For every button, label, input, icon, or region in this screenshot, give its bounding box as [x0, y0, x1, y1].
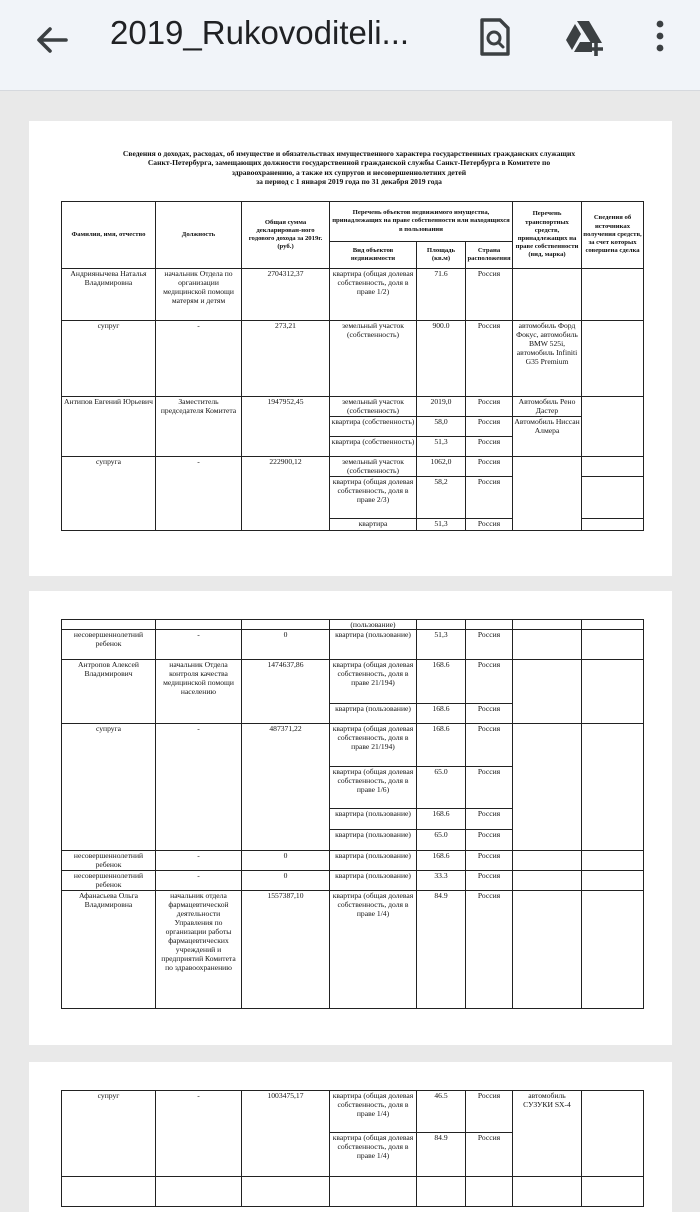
- cell-realty: квартира (общая долевая собственность, доля в праве 1/6): [330, 767, 417, 809]
- cell-realty: квартира: [330, 519, 417, 531]
- cell-country: Россия: [466, 704, 513, 724]
- cell-area: [417, 620, 466, 630]
- cell-position: -: [156, 1091, 242, 1177]
- cell-country: Россия: [466, 809, 513, 830]
- document-search-icon[interactable]: [475, 16, 515, 58]
- cell-area: 58,2: [417, 477, 466, 519]
- table-row: [62, 397, 644, 417]
- cell-sources: [582, 519, 644, 531]
- cell-realty: квартира (пользование): [330, 851, 417, 871]
- cell-area: 71.6: [417, 269, 466, 321]
- cell-sources: [582, 457, 644, 477]
- cell-income: 1947952,45: [242, 397, 330, 457]
- cell-realty: квартира (общая долевая собственность, доля в праве 21/194): [330, 660, 417, 704]
- cell-realty: земельный участок (собственность): [330, 457, 417, 477]
- cell-country: Россия: [466, 724, 513, 767]
- cell-realty: [330, 1177, 417, 1207]
- cell-country: Россия: [466, 851, 513, 871]
- cell-area: 33.3: [417, 871, 466, 891]
- cell-position: -: [156, 851, 242, 871]
- cell-country: Россия: [466, 660, 513, 704]
- document-title: 2019_Rukovoditeli...: [110, 14, 410, 51]
- col-header-sources: Сведения об источниках получения средств, за счет которых совершена сделка: [582, 202, 644, 269]
- cell-realty: квартира (собственность): [330, 417, 417, 437]
- cell-position: начальник отдела фармацевтической деятельности Управления по организации работы фармацевтических учреждений и предприятий Комитета по здравоохранению: [156, 891, 242, 1009]
- cell-area: 168.6: [417, 851, 466, 871]
- cell-sources: [582, 1091, 644, 1177]
- cell-country: Россия: [466, 437, 513, 457]
- cell-vehicles: автомобиль Форд Фокус, автомобиль BMW 525i, автомобиль Infiniti G35 Premium: [513, 321, 582, 397]
- cell-vehicles: [513, 871, 582, 891]
- table-row: [62, 724, 644, 767]
- cell-income: 1557387,10: [242, 891, 330, 1009]
- cell-sources: [582, 851, 644, 871]
- cell-name: Антипов Евгений Юрьевич: [62, 397, 156, 457]
- cell-realty: земельный участок (собственность): [330, 397, 417, 417]
- cell-sources: [582, 1177, 644, 1207]
- cell-area: 1062,0: [417, 457, 466, 477]
- cell-country: Россия: [466, 871, 513, 891]
- cell-sources: [582, 321, 644, 397]
- table-row: [62, 321, 644, 397]
- document-page-2[interactable]: [29, 591, 672, 1045]
- cell-vehicles: [513, 620, 582, 630]
- cell-area: 58,0: [417, 417, 466, 437]
- cell-vehicles: [513, 891, 582, 1009]
- col-header-area: Площадь (кв.м): [417, 242, 466, 269]
- cell-realty: квартира (общая долевая собственность, доля в праве 2/3): [330, 477, 417, 519]
- table-row: [62, 620, 644, 630]
- cell-position: -: [156, 871, 242, 891]
- cell-area: 900.0: [417, 321, 466, 397]
- cell-name: супруг: [62, 321, 156, 397]
- cell-country: Россия: [466, 830, 513, 851]
- cell-area: 65.0: [417, 830, 466, 851]
- cell-country: Россия: [466, 477, 513, 519]
- cell-area: 51,3: [417, 519, 466, 531]
- cell-income: 0: [242, 851, 330, 871]
- cell-sources: [582, 630, 644, 660]
- document-heading: [69, 149, 629, 186]
- declarations-table-continued: [61, 619, 644, 1009]
- cell-income: [242, 1177, 330, 1207]
- cell-vehicles: [513, 851, 582, 871]
- cell-name: несовершеннолетний ребенок: [62, 871, 156, 891]
- cell-country: Россия: [466, 269, 513, 321]
- table-row: [62, 1091, 644, 1133]
- app-bar: [0, 0, 700, 91]
- cell-realty: квартира (общая долевая собственность, доля в праве 1/2): [330, 269, 417, 321]
- cell-income: 0: [242, 871, 330, 891]
- cell-country: Россия: [466, 321, 513, 397]
- cell-sources: [582, 477, 644, 519]
- cell-vehicles: [513, 1177, 582, 1207]
- declarations-table-continued-2: [61, 1090, 644, 1207]
- cell-country: Россия: [466, 457, 513, 477]
- cell-area: 2019,0: [417, 397, 466, 417]
- declarations-table: [61, 201, 644, 531]
- cell-sources: [582, 724, 644, 851]
- cell-country: Россия: [466, 417, 513, 437]
- cell-name: Антропов Алексей Владимирович: [62, 660, 156, 724]
- cell-income: 273,21: [242, 321, 330, 397]
- cell-country: Россия: [466, 767, 513, 809]
- cell-realty: квартира (общая долевая собственность, доля в праве 1/4): [330, 891, 417, 1009]
- cell-vehicles: [513, 630, 582, 660]
- more-vert-icon[interactable]: [648, 16, 672, 58]
- arrow-back-icon[interactable]: [30, 18, 74, 62]
- col-header-realty-type: Вид объектов недвижимости: [330, 242, 417, 269]
- cell-sources: [582, 269, 644, 321]
- document-page-3[interactable]: [29, 1062, 672, 1212]
- cell-name: Андриянычева Наталья Владимировна: [62, 269, 156, 321]
- cell-country: Россия: [466, 1091, 513, 1133]
- table-row: [62, 851, 644, 871]
- table-row: [62, 871, 644, 891]
- cell-vehicles: [513, 457, 582, 531]
- cell-vehicles: [513, 269, 582, 321]
- cell-realty: (пользование): [330, 620, 417, 630]
- col-header-country: Страна расположения: [466, 242, 513, 269]
- cell-realty: квартира (пользование): [330, 704, 417, 724]
- cell-sources: [582, 891, 644, 1009]
- document-page-1[interactable]: [29, 121, 672, 576]
- table-row: [62, 891, 644, 1009]
- cell-position: начальник Отдела контроля качества медицинской помощи населению: [156, 660, 242, 724]
- add-to-drive-icon[interactable]: [562, 16, 608, 58]
- cell-realty: земельный участок (собственность): [330, 321, 417, 397]
- cell-name: несовершеннолетний ребенок: [62, 851, 156, 871]
- cell-area: 46.5: [417, 1091, 466, 1133]
- cell-realty: квартира (пользование): [330, 630, 417, 660]
- cell-area: 84.9: [417, 1133, 466, 1177]
- cell-name: супруга: [62, 724, 156, 851]
- cell-sources: [582, 620, 644, 630]
- cell-position: начальник Отдела по организации медицинской помощи матерям и детям: [156, 269, 242, 321]
- cell-country: Россия: [466, 630, 513, 660]
- table-row: [62, 630, 644, 660]
- cell-sources: [582, 871, 644, 891]
- cell-area: 51,3: [417, 437, 466, 457]
- cell-income: 487371,22: [242, 724, 330, 851]
- cell-name: несовершеннолетний ребенок: [62, 630, 156, 660]
- cell-sources: [582, 397, 644, 457]
- cell-position: -: [156, 630, 242, 660]
- heading-line: здравоохранению, а также их супругов и несовершеннолетних детей: [231, 167, 467, 177]
- table-row: [62, 1177, 644, 1207]
- cell-income: [242, 620, 330, 630]
- cell-vehicles: Автомобиль Рено Дастер: [513, 397, 582, 417]
- cell-country: [466, 1177, 513, 1207]
- col-header-name: Фамилия, имя, отчество: [62, 202, 156, 269]
- cell-realty: квартира (общая долевая собственность, доля в праве 1/4): [330, 1133, 417, 1177]
- table-row: [62, 660, 644, 704]
- cell-area: [417, 1177, 466, 1207]
- table-row: [62, 269, 644, 321]
- cell-area: 168.6: [417, 704, 466, 724]
- cell-position: [156, 620, 242, 630]
- cell-income: 0: [242, 630, 330, 660]
- heading-line: Санкт-Петербурга, замещающих должности государственной гражданской службы Санкт-Петербурга в Комитете по: [147, 158, 551, 168]
- cell-area: 84.9: [417, 891, 466, 1009]
- cell-name: [62, 620, 156, 630]
- cell-area: 168.6: [417, 660, 466, 704]
- cell-country: Россия: [466, 397, 513, 417]
- heading-line: за период с 1 января 2019 года по 31 декабря 2019 года: [256, 176, 442, 186]
- cell-name: Афанасьева Ольга Владимировна: [62, 891, 156, 1009]
- col-header-vehicles: Перечень транспортных средств, принадлежащих на праве собственности (вид, марка): [513, 202, 582, 269]
- cell-country: Россия: [466, 519, 513, 531]
- cell-realty: квартира (общая долевая собственность, доля в праве 1/4): [330, 1091, 417, 1133]
- cell-position: -: [156, 457, 242, 531]
- cell-vehicles: [513, 660, 582, 724]
- cell-area: 168.6: [417, 809, 466, 830]
- cell-income: 222900,12: [242, 457, 330, 531]
- cell-country: Россия: [466, 891, 513, 1009]
- cell-realty: квартира (общая долевая собственность, доля в праве 21/194): [330, 724, 417, 767]
- cell-income: 2704312,37: [242, 269, 330, 321]
- col-header-income: Общая сумма декларирован-ного годового дохода за 2019г. (руб.): [242, 202, 330, 269]
- col-header-realty-group: Перечень объектов недвижимого имущества, принадлежащих на праве собственности или находящихся в пользовании: [330, 202, 513, 242]
- cell-name: супруга: [62, 457, 156, 531]
- col-header-position: Должность: [156, 202, 242, 269]
- cell-position: [156, 1177, 242, 1207]
- cell-vehicles: [513, 724, 582, 851]
- cell-income: 1003475,17: [242, 1091, 330, 1177]
- cell-realty: квартира (пользование): [330, 871, 417, 891]
- cell-vehicles: автомобиль СУЗУКИ SX-4: [513, 1091, 582, 1177]
- table-row: [62, 457, 644, 477]
- heading-line: Сведения о доходах, расходах, об имуществе и обязательствах имущественного характера государственных гражданских служащих: [122, 149, 576, 158]
- cell-name: [62, 1177, 156, 1207]
- cell-area: 168.6: [417, 724, 466, 767]
- cell-sources: [582, 660, 644, 724]
- cell-position: -: [156, 321, 242, 397]
- cell-area: 65.0: [417, 767, 466, 809]
- cell-country: [466, 620, 513, 630]
- cell-country: Россия: [466, 1133, 513, 1177]
- cell-area: 51,3: [417, 630, 466, 660]
- cell-realty: квартира (собственность): [330, 437, 417, 457]
- cell-name: супруг: [62, 1091, 156, 1177]
- cell-position: -: [156, 724, 242, 851]
- cell-realty: квартира (пользование): [330, 830, 417, 851]
- cell-position: Заместитель председателя Комитета: [156, 397, 242, 457]
- cell-vehicles: Автомобиль Ниссан Алмера: [513, 417, 582, 457]
- cell-realty: квартира (пользование): [330, 809, 417, 830]
- cell-income: 1474637,86: [242, 660, 330, 724]
